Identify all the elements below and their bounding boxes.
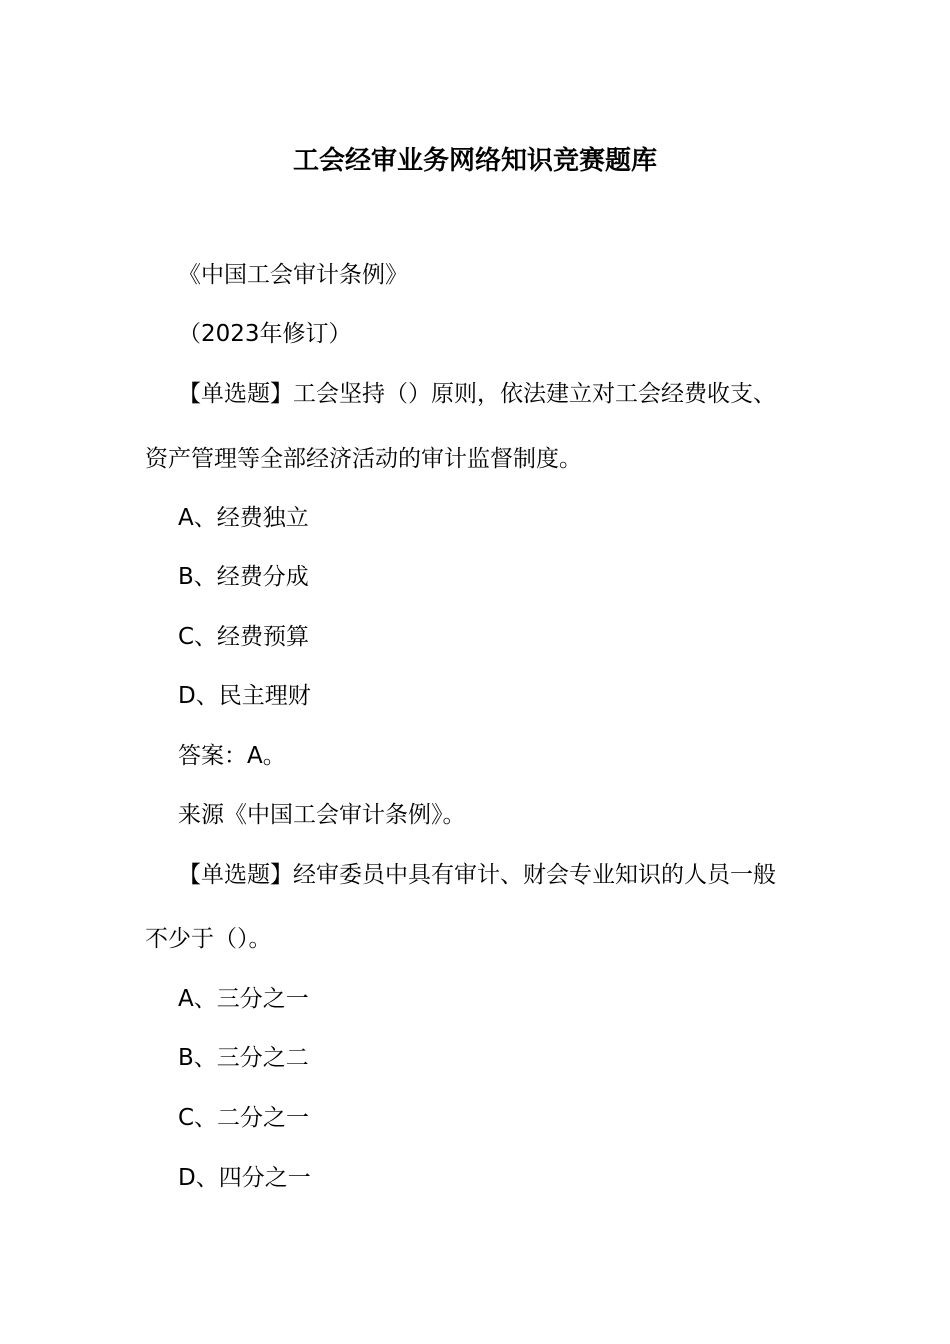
- source-heading: 《中国工会审计条例》: [178, 262, 408, 288]
- question-2-option-b: B、三分之二: [178, 1045, 309, 1071]
- question-1-source: 来源《中国工会审计条例》。: [178, 802, 466, 828]
- question-2-option-c: C、二分之一: [178, 1105, 310, 1131]
- question-2-stem-line-2: 不少于（）。: [145, 926, 272, 952]
- question-2-stem-line-1: 【单选题】经审委员中具有审计、财会专业知识的人员一般: [178, 862, 776, 888]
- revision-note: （2023年修订）: [178, 321, 352, 347]
- question-1-answer: 答案：A。: [178, 743, 286, 769]
- question-1-stem-line-2: 资产管理等全部经济活动的审计监督制度。: [145, 446, 582, 472]
- question-2-option-a: A、三分之一: [178, 986, 309, 1012]
- question-1-stem-line-1: 【单选题】工会坚持（）原则，依法建立对工会经费收支、: [178, 381, 776, 407]
- document-title: 工会经审业务网络知识竞赛题库: [292, 146, 657, 176]
- question-2-option-d: D、四分之一: [178, 1165, 311, 1191]
- question-1-option-c: C、经费预算: [178, 624, 310, 650]
- question-1-option-a: A、经费独立: [178, 505, 309, 531]
- question-1-option-b: B、经费分成: [178, 564, 309, 590]
- question-1-option-d: D、民主理财: [178, 683, 311, 709]
